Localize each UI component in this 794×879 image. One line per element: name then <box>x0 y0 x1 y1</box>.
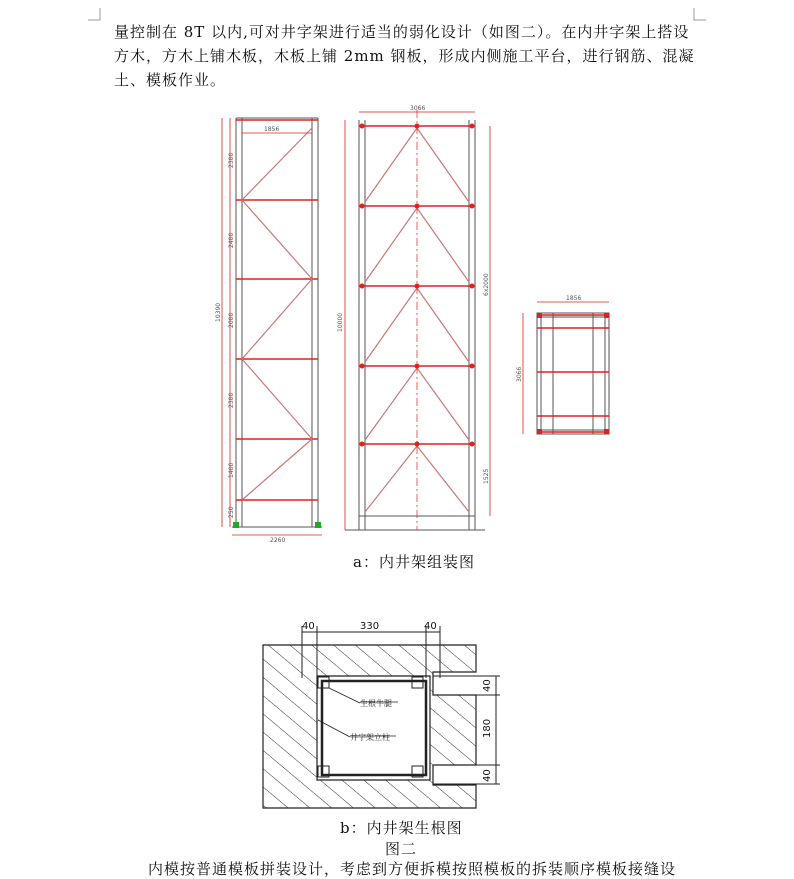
dim-left-seg-3: 2000 <box>228 312 235 328</box>
dim-left-seg-5: 1400 <box>228 462 235 478</box>
paragraph-line-2: 方木，方木上铺木板，木板上铺 2mm 钢板，形成内侧施工平台，进行钢筋、混凝 <box>114 47 695 65</box>
dim-middle-right: 6x2000 <box>483 273 490 296</box>
paragraph-line-3: 土、模板作业。 <box>114 71 227 89</box>
dim-left-bottom: 2260 <box>270 537 286 544</box>
dim-left-total: 10390 <box>215 302 222 322</box>
dim-b-right: 40 <box>424 621 437 632</box>
figure-b-caption: b：内井架生根图 <box>340 819 463 837</box>
dim-plan-side: 3066 <box>516 366 523 382</box>
dim-b-side-top: 40 <box>482 679 493 692</box>
figure-a-caption: a：内井架组装图 <box>353 553 475 571</box>
dim-middle-total: 10000 <box>337 312 344 332</box>
dim-middle-bottom-seg: 1525 <box>483 468 490 484</box>
label-upper: 生根牛腿 <box>360 699 392 708</box>
dim-plan-top: 1856 <box>566 295 582 302</box>
dim-left-seg-6: 250 <box>228 506 235 518</box>
figure-number-caption: 图二 <box>385 840 418 858</box>
inner-frame <box>322 681 426 775</box>
dim-middle-top: 3066 <box>410 105 426 112</box>
bottom-text-line: 内模按普通模板拼装设计，考虑到方便拆模按照模板的拆装顺序模板接缝设 <box>148 860 677 878</box>
dim-b-side-mid: 180 <box>482 718 493 738</box>
label-lower: 井字架立柱 <box>350 733 390 742</box>
dim-left-seg-2: 2400 <box>228 232 235 248</box>
dim-left-seg-1: 2300 <box>228 152 235 168</box>
dim-b-middle: 330 <box>360 621 380 632</box>
dim-left-top: 1856 <box>264 126 280 133</box>
dim-left-seg-4: 2300 <box>228 392 235 408</box>
dim-b-left: 40 <box>302 621 315 632</box>
dim-b-side-bottom: 40 <box>482 769 493 782</box>
paragraph-line-1: 量控制在 8T 以内,可对井字架进行适当的弱化设计（如图二）。在内井字架上搭设 <box>114 23 690 41</box>
